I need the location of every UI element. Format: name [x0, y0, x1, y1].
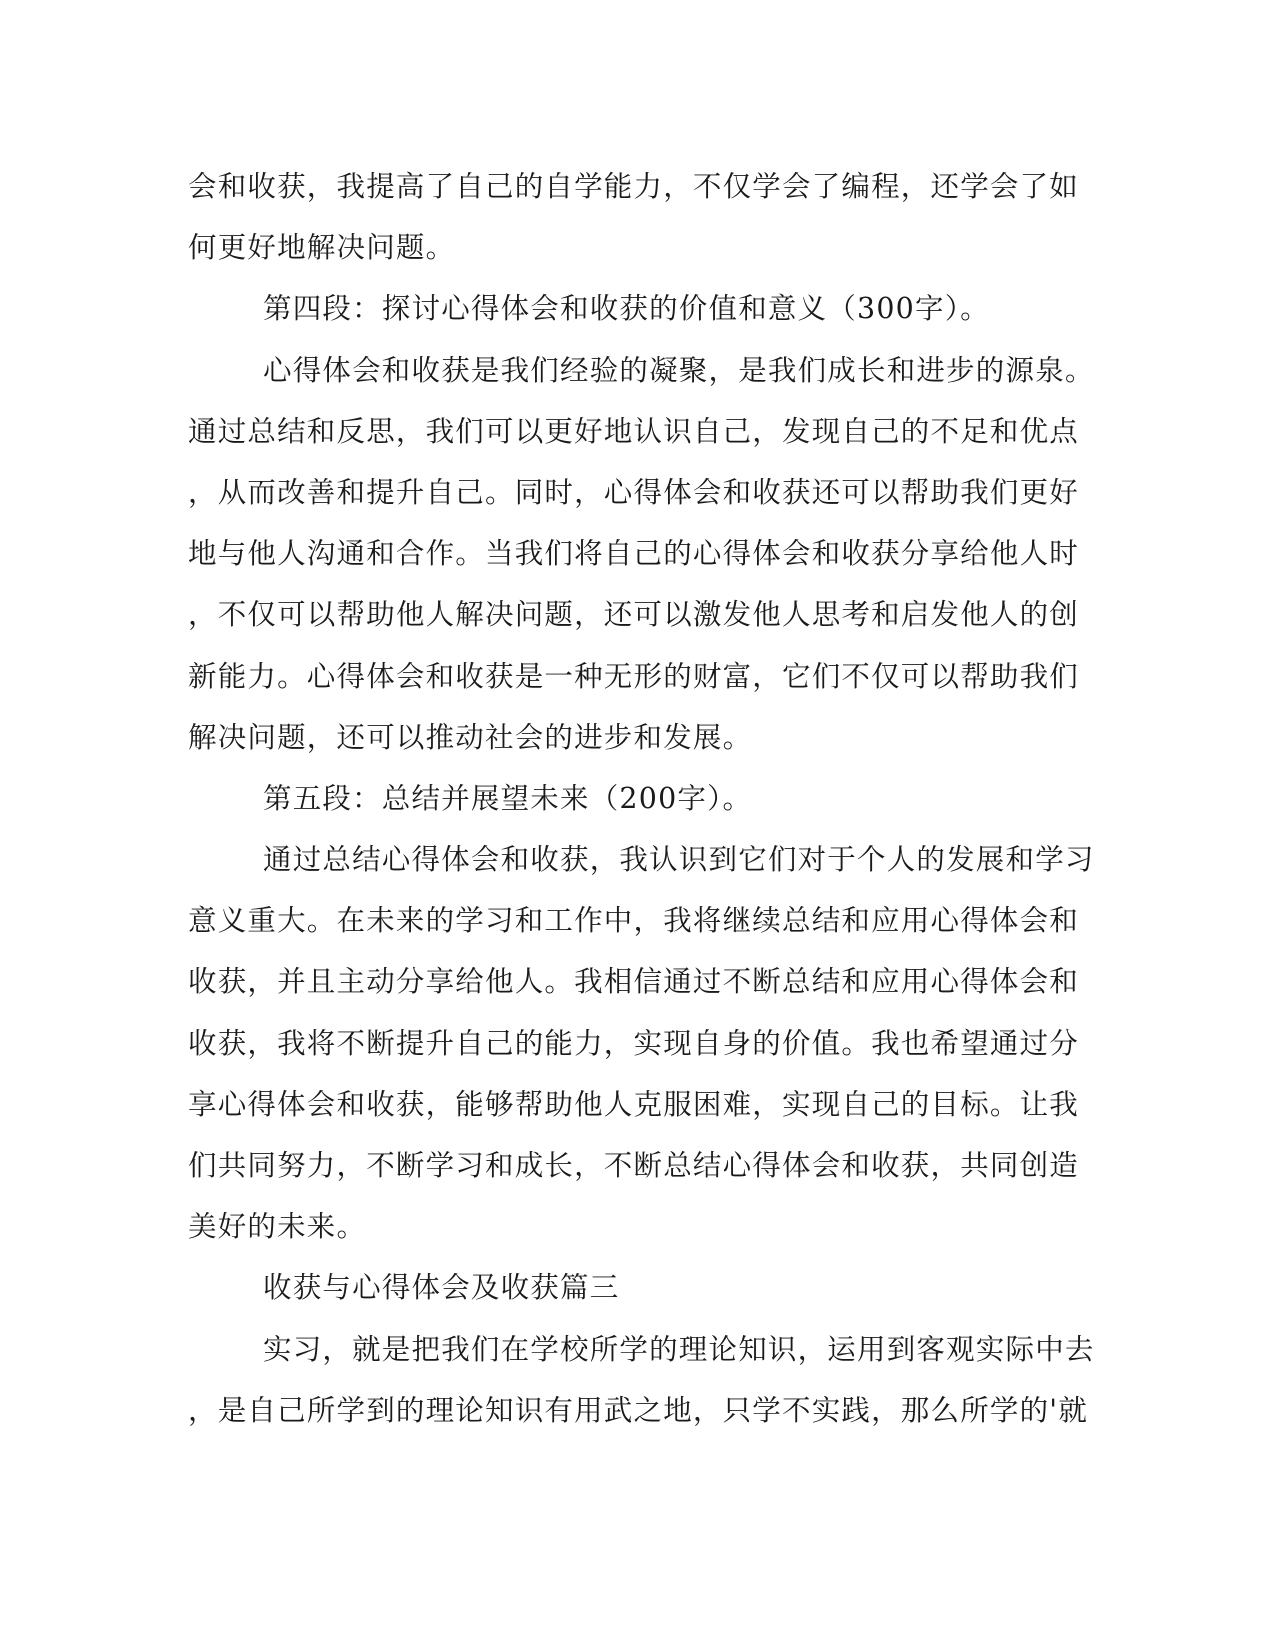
document-body — [188, 156, 1095, 1441]
text-line: 们共同努力，不断学习和成长，不断总结心得体会和收获，共同创造 — [188, 1149, 1080, 1182]
text-line: 地与他人沟通和合作。当我们将自己的心得体会和收获分享给他人时 — [188, 537, 1080, 571]
text-line: 通过总结心得体会和收获，我认识到它们对于个人的发展和学习 — [263, 843, 1095, 877]
text-line: 实习，就是把我们在学校所学的理论知识，运用到客观实际中去 — [263, 1332, 1095, 1366]
text-line: ，不仅可以帮助他人解决问题，还可以激发他人思考和启发他人的创 — [188, 598, 1080, 632]
text-line: 收获与心得体会及收获篇三 — [263, 1271, 620, 1305]
text-line: 第四段：探讨心得体会和收获的价值和意义（300字）。 — [263, 292, 990, 326]
text-line: 通过总结和反思，我们可以更好地认识自己，发现自己的不足和优点 — [188, 414, 1080, 448]
text-line: 美好的未来。 — [188, 1210, 367, 1244]
text-line: 心得体会和收获是我们经验的凝聚，是我们成长和进步的源泉。 — [263, 353, 1095, 387]
text-line: 意义重大。在未来的学习和工作中，我将继续总结和应用心得体会和 — [188, 904, 1080, 938]
text-line: 收获，我将不断提升自己的能力，实现自身的价值。我也希望通过分 — [188, 1026, 1080, 1060]
text-line: 新能力。心得体会和收获是一种无形的财富，它们不仅可以帮助我们 — [188, 659, 1080, 693]
text-line: 会和收获，我提高了自己的自学能力，不仅学会了编程，还学会了如 — [188, 170, 1080, 203]
text-line: 何更好地解决问题。 — [188, 231, 456, 265]
text-line: 享心得体会和收获，能够帮助他人克服困难，实现自己的目标。让我 — [188, 1087, 1080, 1121]
text-line: ，是自己所学到的理论知识有用武之地，只学不实践，那么所学的'就 — [188, 1393, 1089, 1427]
text-line: 第五段：总结并展望未来（200字）。 — [263, 781, 753, 815]
text-line: 收获，并且主动分享给他人。我相信通过不断总结和应用心得体会和 — [188, 965, 1080, 999]
text-line: 解决问题，还可以推动社会的进步和发展。 — [188, 720, 753, 754]
text-line: ，从而改善和提升自己。同时，心得体会和收获还可以帮助我们更好 — [188, 475, 1080, 509]
